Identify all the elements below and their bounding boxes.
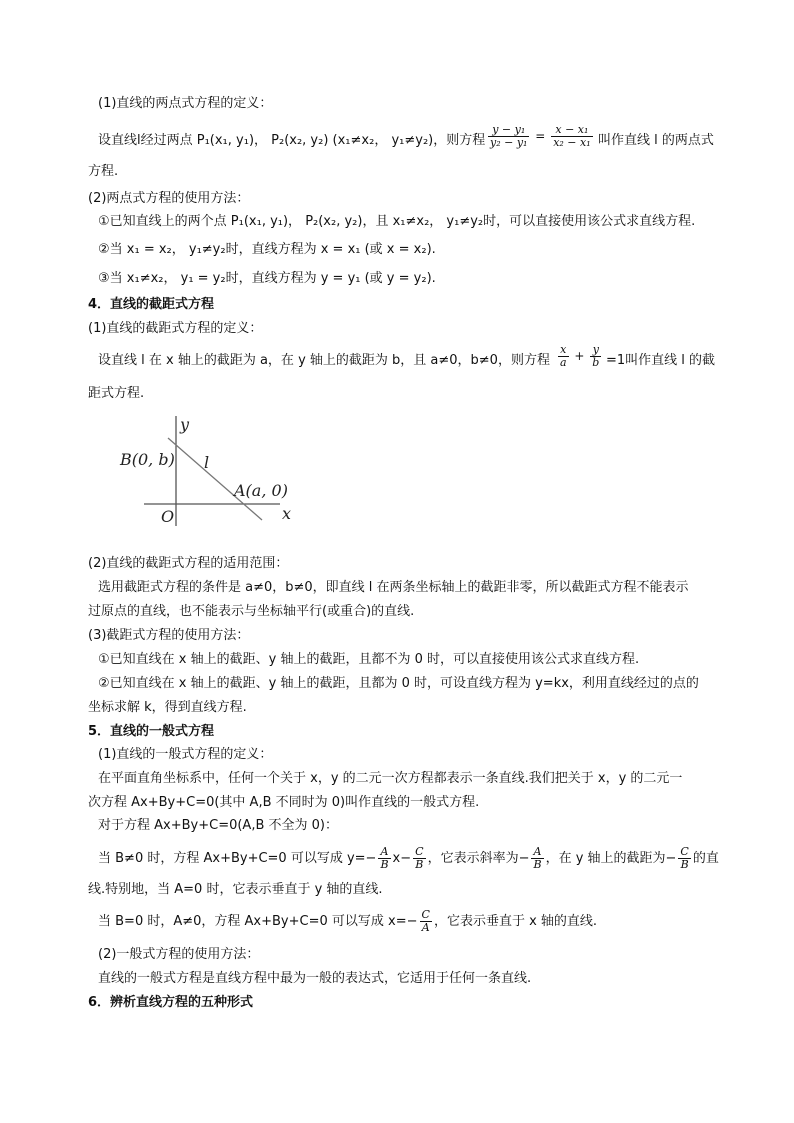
line-intercept-usage-3: 坐标求解 k，得到直线方程. [88, 700, 247, 715]
section-5-title: 5．直线的一般式方程 [88, 724, 215, 739]
line-intercept-scope-2: 过原点的直线，也不能表示与坐标轴平行(或重合)的直线. [88, 604, 415, 619]
general-case-1c: ，它表示斜率为− [427, 851, 530, 866]
point-b-label: B(0, b) [120, 450, 175, 469]
two-point-rhs-numerator: x − x₁ [551, 124, 592, 137]
line-general-usage-1: 直线的一般式方程是直线方程中最为一般的表达式，它适用于任何一条直线. [98, 971, 532, 986]
intercept-a-denominator: a [560, 356, 567, 369]
frac-c-over-a: $\frac{C}{A}$ [421, 908, 430, 934]
intercept-y-numerator: y [590, 344, 601, 357]
line-general-usage-heading: (2)一般式方程的使用方法： [98, 947, 260, 962]
line-general-def-1: 在平面直角坐标系中，任何一个关于 x，y 的二元一次方程都表示一条直线.我们把关于 x，y 的二元一 [98, 771, 683, 786]
two-point-lhs-numerator: y − y₁ [488, 124, 529, 137]
intercept-b-denominator: b [592, 356, 600, 369]
line-intercept-def-a: 设直线 l 在 x 轴上的截距为 a，在 y 轴上的截距为 b，且 a≠0，b≠0，则方程 [98, 353, 550, 368]
line-general-def-heading: (1)直线的一般式方程的定义： [98, 747, 273, 762]
frac-a-over-b: $\frac{A}{B}$ [380, 845, 389, 871]
frac-c-over-b-intercept: $\frac{C}{B}$ [680, 845, 689, 871]
general-case-1b: x− [392, 851, 412, 866]
line-l [168, 438, 262, 520]
line-two-point-def-a: 设直线l经过两点 P₁(x₁, y₁)， P₂(x₂, y₂) (x₁≠x₂， y₁≠y₂)，则方程 [98, 133, 486, 148]
line-intercept-usage-1: ①已知直线在 x 轴上的截距、y 轴上的截距，且都不为 0 时，可以直接使用该公式求直线方程. [98, 652, 640, 667]
two-point-formula [486, 124, 595, 149]
section-6-title: 6．辨析直线方程的五种形式 [88, 995, 254, 1010]
line-general-case-2 [98, 909, 597, 934]
point-a-label: A(a, 0) [234, 481, 288, 500]
line-intercept-usage-2: ②已知直线在 x 轴上的截距、y 轴上的截距，且都为 0 时，可设直线方程为 y=kx，利用直线经过的点的 [98, 676, 699, 691]
two-point-lhs-denominator: y₂ − y₁ [490, 136, 528, 149]
axis-y-label: y [180, 415, 190, 434]
line-two-point-def-c: 方程. [88, 164, 119, 179]
axis-x-label: x [282, 504, 292, 523]
line-two-point-def-heading: (1)直线的两点式方程的定义： [98, 96, 273, 111]
line-intercept-def-b: =1叫作直线 l 的截 [606, 353, 716, 368]
general-case-1a: 当 B≠0 时，方程 Ax+By+C=0 可以写成 y=− [98, 851, 377, 866]
line-two-point-usage-heading: (2)两点式方程的使用方法： [88, 191, 250, 206]
line-intercept-usage-heading: (3)截距式方程的使用方法： [88, 628, 250, 643]
intercept-figure [110, 408, 310, 538]
line-two-point-def-b: 叫作直线 l 的两点式 [598, 133, 714, 148]
line-intercept-def-c: 距式方程. [88, 386, 145, 401]
general-case-1e: 的直 [692, 851, 719, 866]
intercept-x-numerator: x [558, 344, 569, 357]
line-general-def-2: 次方程 Ax+By+C=0(其中 A,B 不同时为 0)叫作直线的一般式方程. [88, 795, 480, 810]
line-intercept-scope-1: 选用截距式方程的条件是 a≠0，b≠0，即直线 l 在两条坐标轴上的截距非零，所以截距式方程不能表示 [98, 580, 689, 595]
two-point-equals: = [535, 129, 546, 143]
line-two-point-usage-3: ③当 x₁≠x₂， y₁ = y₂时，直线方程为 y = y₁ (或 y = y₂). [98, 271, 436, 286]
intercept-plus: + [574, 349, 585, 363]
line-general-def-3: 对于方程 Ax+By+C=0(A,B 不全为 0)： [98, 818, 338, 833]
line-general-case-1f: 线.特别地，当 A=0 时，它表示垂直于 y 轴的直线. [88, 882, 383, 897]
line-general-case-1 [98, 846, 719, 871]
origin-label: O [161, 507, 175, 526]
general-case-2a: 当 B=0 时，A≠0，方程 Ax+By+C=0 可以写成 x=− [98, 914, 418, 929]
line-l-label: l [204, 453, 210, 472]
general-case-1d: ，在 y 轴上的截距为− [545, 851, 677, 866]
line-two-point-usage-2: ②当 x₁ = x₂， y₁≠y₂时，直线方程为 x = x₁ (或 x = x₂). [98, 242, 436, 257]
intercept-formula [556, 344, 603, 369]
frac-a-over-b-slope: $\frac{A}{B}$ [533, 845, 542, 871]
two-point-rhs-denominator: x₂ − x₁ [553, 136, 591, 149]
frac-c-over-b: $\frac{C}{B}$ [415, 845, 424, 871]
line-intercept-def-heading: (1)直线的截距式方程的定义： [88, 321, 263, 336]
line-two-point-usage-1: ①已知直线上的两个点 P₁(x₁, y₁)， P₂(x₂, y₂)，且 x₁≠x₂， y₁≠y₂时，可以直接使用该公式求直线方程. [98, 214, 696, 229]
section-4-title: 4．直线的截距式方程 [88, 297, 215, 312]
line-intercept-scope-heading: (2)直线的截距式方程的适用范围： [88, 556, 289, 571]
general-case-2b: ，它表示垂直于 x 轴的直线. [433, 914, 598, 929]
